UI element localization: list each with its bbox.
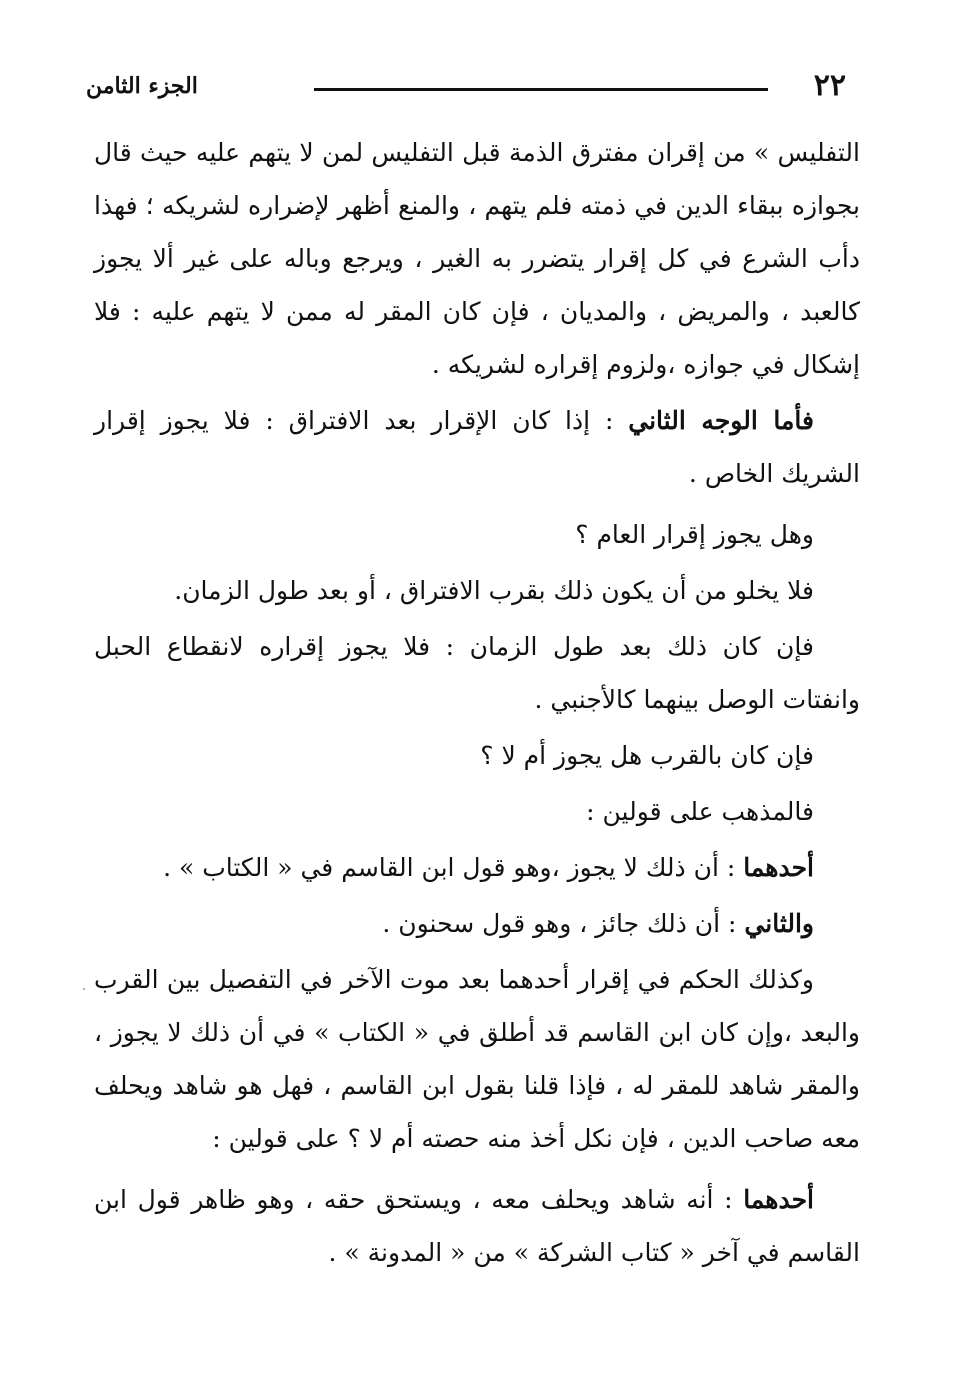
paragraph-lead: والثاني — [744, 909, 814, 938]
paragraph-text: فالمذهب على قولين : — [586, 797, 814, 826]
paragraph-lead: أحدهما — [743, 853, 814, 882]
header-rule — [314, 88, 768, 91]
paragraph-10 — [94, 953, 860, 1165]
part-title: الجزء الثامن — [86, 73, 198, 99]
paragraph-text: فلا يخلو من أن يكون ذلك بقرب الافتراق ، أو بعد طول الزمان. — [174, 576, 814, 605]
paragraph-text: فإن كان ذلك بعد طول الزمان : فلا يجوز إقراره لانقطاع الحبل وانفتات الوصل بينهما كالأجنبي . — [94, 632, 860, 714]
paragraph-text: : إذا كان الإقرار بعد الافتراق : فلا يجوز إقرار الشريك الخاص . — [94, 406, 860, 488]
paragraph-text: : أنه شاهد ويحلف معه ، ويستحق حقه ، وهو ظاهر قول ابن القاسم في آخر « كتاب الشركة » من « المدونة » . — [94, 1185, 860, 1267]
paragraph-7 — [94, 785, 860, 838]
paragraph-6 — [94, 729, 860, 782]
paragraph-1 — [94, 126, 860, 391]
paragraph-3 — [94, 508, 860, 561]
paragraph-text: فإن كان بالقرب هل يجوز أم لا ؟ — [480, 741, 814, 770]
scan-speck — [83, 988, 85, 990]
paragraph-text: : أن ذلك جائز ، وهو قول سحنون . — [382, 909, 745, 938]
paragraph-11 — [94, 1173, 860, 1279]
paragraph-2 — [94, 394, 860, 500]
paragraph-9 — [94, 897, 860, 950]
paragraph-text: التفليس » من إقران مفترق الذمة قبل التفليس لمن لا يتهم عليه حيث قال بجوازه ببقاء الدين في ذمته فلم يتهم ، والمنع أظهر لإضراره لشريكه ؛ فهذا دأب الشرع في كل إقرار يتضرر به الغير ، ويرجع وباله على غير ألا يجوز كالعبد ، والمريض ، والمديان ، فإن كان المقر له ممن لا يتهم عليه : فلا إشكال في جوازه ،ولزوم إقراره لشريكه . — [94, 138, 860, 379]
paragraph-text: وكذلك الحكم في إقرار أحدهما بعد موت الآخر في التفصيل بين القرب والبعد ،وإن كان ابن القاسم قد أطلق في « الكتاب » في أن ذلك لا يجوز ، والمقر شاهد للمقر له ، فإذا قلنا بقول ابن القاسم ، فهل هو شاهد ويحلف معه صاحب الدين ، فإن نكل أخذ منه حصته أم لا ؟ على قولين : — [94, 965, 860, 1153]
paragraph-text: وهل يجوز إقرار العام ؟ — [575, 520, 814, 549]
running-header — [86, 66, 846, 106]
paragraph-text: : أن ذلك لا يجوز ،وهو قول ابن القاسم في « الكتاب » . — [163, 853, 744, 882]
body-text — [94, 126, 860, 1279]
paragraph-lead: فأما الوجه الثاني — [628, 406, 814, 435]
paragraph-lead: أحدهما — [743, 1185, 814, 1214]
page-number: ٢٢ — [813, 68, 846, 103]
paragraph-4 — [94, 564, 860, 617]
paragraph-8 — [94, 841, 860, 894]
paragraph-5 — [94, 620, 860, 726]
